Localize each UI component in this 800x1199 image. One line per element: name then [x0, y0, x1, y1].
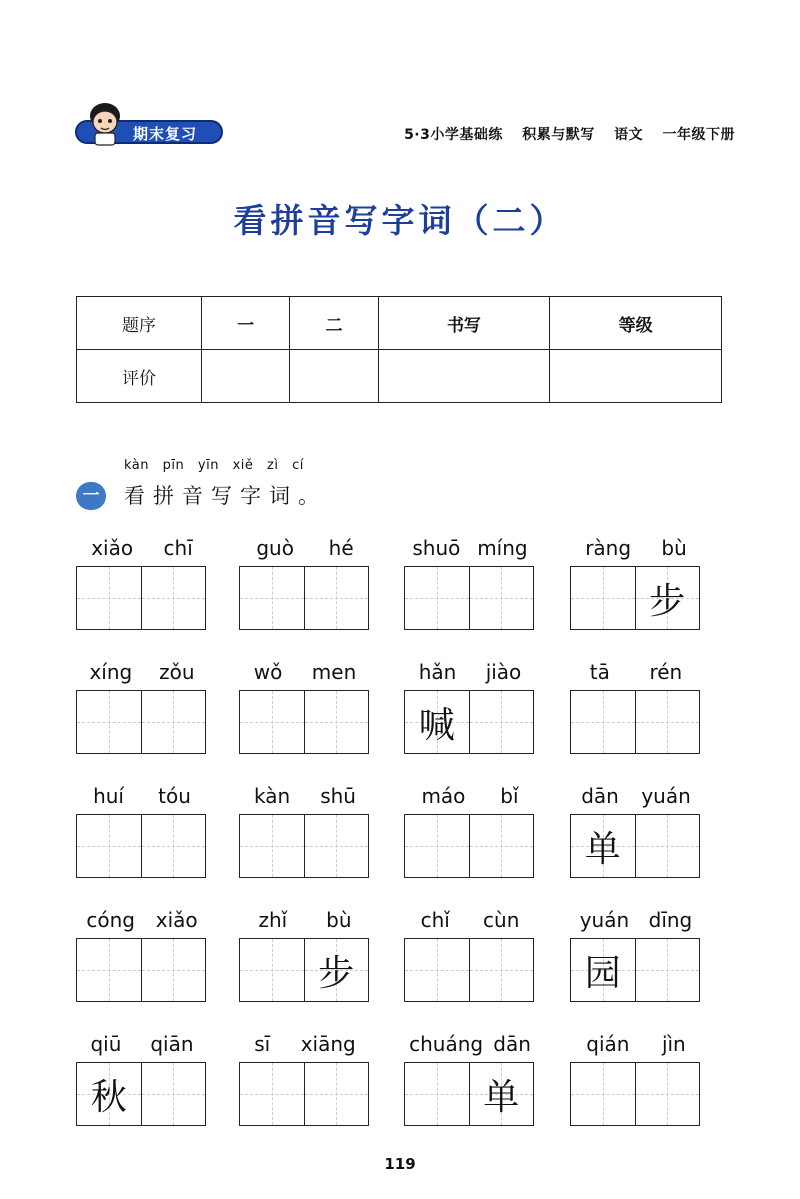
pinyin-syllable: chuáng — [409, 1032, 484, 1056]
writing-cell[interactable] — [305, 567, 369, 629]
given-character: 秋 — [90, 1076, 127, 1118]
score-field[interactable] — [290, 350, 378, 403]
writing-grid — [404, 1062, 534, 1126]
table-cell: 等级 — [550, 297, 722, 350]
header-subject: 语文 — [614, 127, 644, 143]
writing-cell[interactable] — [571, 939, 636, 1001]
badge-label: 期末复习 — [133, 125, 198, 143]
writing-cell[interactable] — [142, 1063, 206, 1125]
writing-grid — [404, 814, 534, 878]
word-pinyin — [239, 904, 371, 932]
word-pinyin — [404, 780, 536, 808]
word-item — [239, 1028, 371, 1128]
word-item — [76, 532, 208, 632]
word-pinyin — [239, 656, 371, 684]
writing-cell[interactable] — [305, 939, 369, 1001]
mascot-icon — [81, 96, 131, 146]
writing-cell[interactable] — [240, 567, 305, 629]
writing-cell[interactable] — [142, 567, 206, 629]
writing-grid — [239, 690, 369, 754]
word-pinyin — [239, 1028, 371, 1056]
pinyin-syllable: xiāng — [300, 1032, 356, 1056]
writing-cell[interactable] — [142, 939, 206, 1001]
table-cell: 题序 — [77, 297, 202, 350]
pinyin-syllable: dīng — [648, 908, 693, 932]
header-book-info — [390, 124, 735, 144]
writing-grid — [404, 566, 534, 630]
pinyin-syllable: ràng — [585, 536, 632, 560]
pinyin-syllable: tóu — [158, 784, 191, 808]
section-number: 一 — [76, 482, 106, 510]
writing-grid — [239, 1062, 369, 1126]
pinyin-syllable: men — [311, 660, 357, 684]
pinyin-syllable: xiě — [232, 458, 254, 473]
word-item — [404, 780, 536, 880]
writing-cell[interactable] — [77, 691, 142, 753]
pinyin-syllable: cùn — [483, 908, 520, 932]
word-item — [239, 780, 371, 880]
word-item — [570, 656, 702, 756]
given-character: 单 — [483, 1076, 520, 1118]
word-item — [239, 532, 371, 632]
pinyin-syllable: zì — [267, 458, 279, 473]
word-pinyin — [570, 656, 702, 684]
pinyin-syllable: bǐ — [500, 784, 519, 808]
word-item — [76, 780, 208, 880]
word-pinyin — [76, 532, 208, 560]
word-pinyin — [76, 1028, 208, 1056]
pinyin-syllable: kàn — [254, 784, 291, 808]
word-pinyin — [404, 1028, 536, 1056]
pinyin-syllable: bù — [661, 536, 687, 560]
pinyin-syllable: dān — [581, 784, 619, 808]
writing-cell[interactable] — [571, 567, 636, 629]
pinyin-syllable: zhǐ — [258, 908, 288, 932]
pinyin-syllable: hǎn — [418, 660, 457, 684]
word-pinyin — [570, 904, 702, 932]
pinyin-syllable: bù — [326, 908, 352, 932]
word-item — [404, 1028, 536, 1128]
pinyin-syllable: jìn — [661, 1032, 686, 1056]
score-field[interactable] — [550, 350, 722, 403]
writing-cell[interactable] — [240, 1063, 305, 1125]
writing-cell[interactable] — [636, 567, 700, 629]
given-character: 步 — [649, 580, 686, 622]
word-item — [570, 904, 702, 1004]
page-header — [75, 96, 735, 146]
word-item — [76, 656, 208, 756]
pinyin-syllable: cóng — [86, 908, 135, 932]
writing-cell[interactable] — [240, 815, 305, 877]
writing-cell[interactable] — [470, 1063, 534, 1125]
word-pinyin — [404, 532, 536, 560]
writing-cell[interactable] — [240, 691, 305, 753]
pinyin-syllable: dān — [493, 1032, 531, 1056]
header-series: 5·3小学基础练 — [404, 127, 503, 143]
word-pinyin — [76, 780, 208, 808]
score-field[interactable] — [378, 350, 550, 403]
word-item — [404, 656, 536, 756]
writing-cell[interactable] — [142, 815, 206, 877]
writing-grid — [404, 938, 534, 1002]
word-item — [239, 904, 371, 1004]
writing-cell[interactable] — [636, 815, 700, 877]
writing-grid — [76, 566, 206, 630]
pinyin-syllable: qiān — [150, 1032, 194, 1056]
pinyin-syllable: zǒu — [159, 660, 195, 684]
word-item — [570, 780, 702, 880]
given-character: 园 — [584, 952, 621, 994]
section-title: 看拼音写字词。 — [124, 484, 327, 508]
page-number: 119 — [384, 1155, 416, 1173]
writing-cell[interactable] — [470, 567, 534, 629]
writing-cell[interactable] — [77, 567, 142, 629]
writing-cell[interactable] — [77, 939, 142, 1001]
pinyin-syllable: xiǎo — [155, 908, 198, 932]
pinyin-syllable: yuán — [579, 908, 630, 932]
writing-cell[interactable] — [571, 815, 636, 877]
writing-cell[interactable] — [470, 815, 534, 877]
writing-cell[interactable] — [571, 1063, 636, 1125]
word-item — [570, 1028, 702, 1128]
writing-cell[interactable] — [142, 691, 206, 753]
writing-cell[interactable] — [405, 1063, 470, 1125]
pinyin-syllable: pīn — [162, 458, 185, 473]
header-book: 积累与默写 — [522, 127, 595, 143]
given-character: 步 — [318, 952, 355, 994]
given-character: 单 — [584, 828, 621, 870]
table-cell: 一 — [202, 297, 290, 350]
writing-cell[interactable] — [405, 567, 470, 629]
writing-grid — [239, 938, 369, 1002]
word-pinyin — [76, 656, 208, 684]
word-item — [239, 656, 371, 756]
word-pinyin — [570, 532, 702, 560]
word-item — [404, 904, 536, 1004]
word-pinyin — [239, 532, 371, 560]
writing-cell[interactable] — [305, 691, 369, 753]
pinyin-syllable: yuán — [641, 784, 691, 808]
section-pinyin — [124, 458, 313, 473]
pinyin-syllable: máo — [421, 784, 466, 808]
pinyin-syllable: kàn — [124, 458, 150, 473]
pinyin-syllable: cí — [292, 458, 304, 473]
pinyin-syllable: hé — [328, 536, 354, 560]
writing-grid — [404, 690, 534, 754]
pinyin-syllable: míng — [477, 536, 528, 560]
word-item — [76, 1028, 208, 1128]
writing-cell[interactable] — [240, 939, 305, 1001]
writing-cell[interactable] — [305, 815, 369, 877]
writing-cell[interactable] — [636, 1063, 700, 1125]
pinyin-syllable: rén — [649, 660, 683, 684]
pinyin-syllable: shuō — [412, 536, 461, 560]
writing-grid — [76, 938, 206, 1002]
writing-grid — [570, 1062, 700, 1126]
pinyin-syllable: chī — [163, 536, 193, 560]
writing-cell[interactable] — [305, 1063, 369, 1125]
header-grade: 一年级下册 — [662, 127, 735, 143]
pinyin-syllable: jiào — [485, 660, 522, 684]
evaluation-score-row — [77, 350, 722, 403]
word-pinyin — [76, 904, 208, 932]
evaluation-table — [76, 296, 722, 403]
writing-cell[interactable] — [405, 939, 470, 1001]
writing-grid — [570, 690, 700, 754]
writing-cell[interactable] — [77, 815, 142, 877]
word-pinyin — [404, 904, 536, 932]
writing-cell[interactable] — [405, 691, 470, 753]
score-field[interactable] — [202, 350, 290, 403]
pinyin-syllable: guò — [256, 536, 294, 560]
pinyin-syllable: qiū — [90, 1032, 122, 1056]
pinyin-syllable: tā — [589, 660, 610, 684]
writing-cell[interactable] — [636, 691, 700, 753]
writing-grid — [239, 566, 369, 630]
word-pinyin — [570, 780, 702, 808]
word-item — [570, 532, 702, 632]
writing-grid — [76, 1062, 206, 1126]
page-title: 看拼音写字词（二） — [233, 201, 567, 240]
writing-cell[interactable] — [77, 1063, 142, 1125]
pinyin-syllable: shū — [320, 784, 356, 808]
writing-cell[interactable] — [470, 691, 534, 753]
pinyin-syllable: chǐ — [420, 908, 450, 932]
pinyin-syllable: sī — [254, 1032, 271, 1056]
pinyin-syllable: xíng — [89, 660, 133, 684]
pinyin-syllable: huí — [93, 784, 124, 808]
pinyin-syllable: yīn — [197, 458, 219, 473]
writing-cell[interactable] — [636, 939, 700, 1001]
writing-cell[interactable] — [470, 939, 534, 1001]
writing-grid — [570, 566, 700, 630]
writing-cell[interactable] — [571, 691, 636, 753]
writing-grid — [239, 814, 369, 878]
pinyin-syllable: wǒ — [253, 660, 283, 684]
writing-grid — [570, 938, 700, 1002]
writing-cell[interactable] — [405, 815, 470, 877]
evaluation-header-row — [77, 297, 722, 350]
writing-grid — [76, 690, 206, 754]
pinyin-syllable: xiǎo — [91, 536, 134, 560]
given-character: 喊 — [418, 704, 455, 746]
writing-grid — [570, 814, 700, 878]
word-pinyin — [239, 780, 371, 808]
table-cell: 评价 — [77, 350, 202, 403]
word-item — [76, 904, 208, 1004]
pinyin-syllable: qián — [586, 1032, 630, 1056]
table-cell: 二 — [290, 297, 378, 350]
table-cell: 书写 — [378, 297, 550, 350]
word-pinyin — [570, 1028, 702, 1056]
word-pinyin — [404, 656, 536, 684]
writing-grid — [76, 814, 206, 878]
word-item — [404, 532, 536, 632]
